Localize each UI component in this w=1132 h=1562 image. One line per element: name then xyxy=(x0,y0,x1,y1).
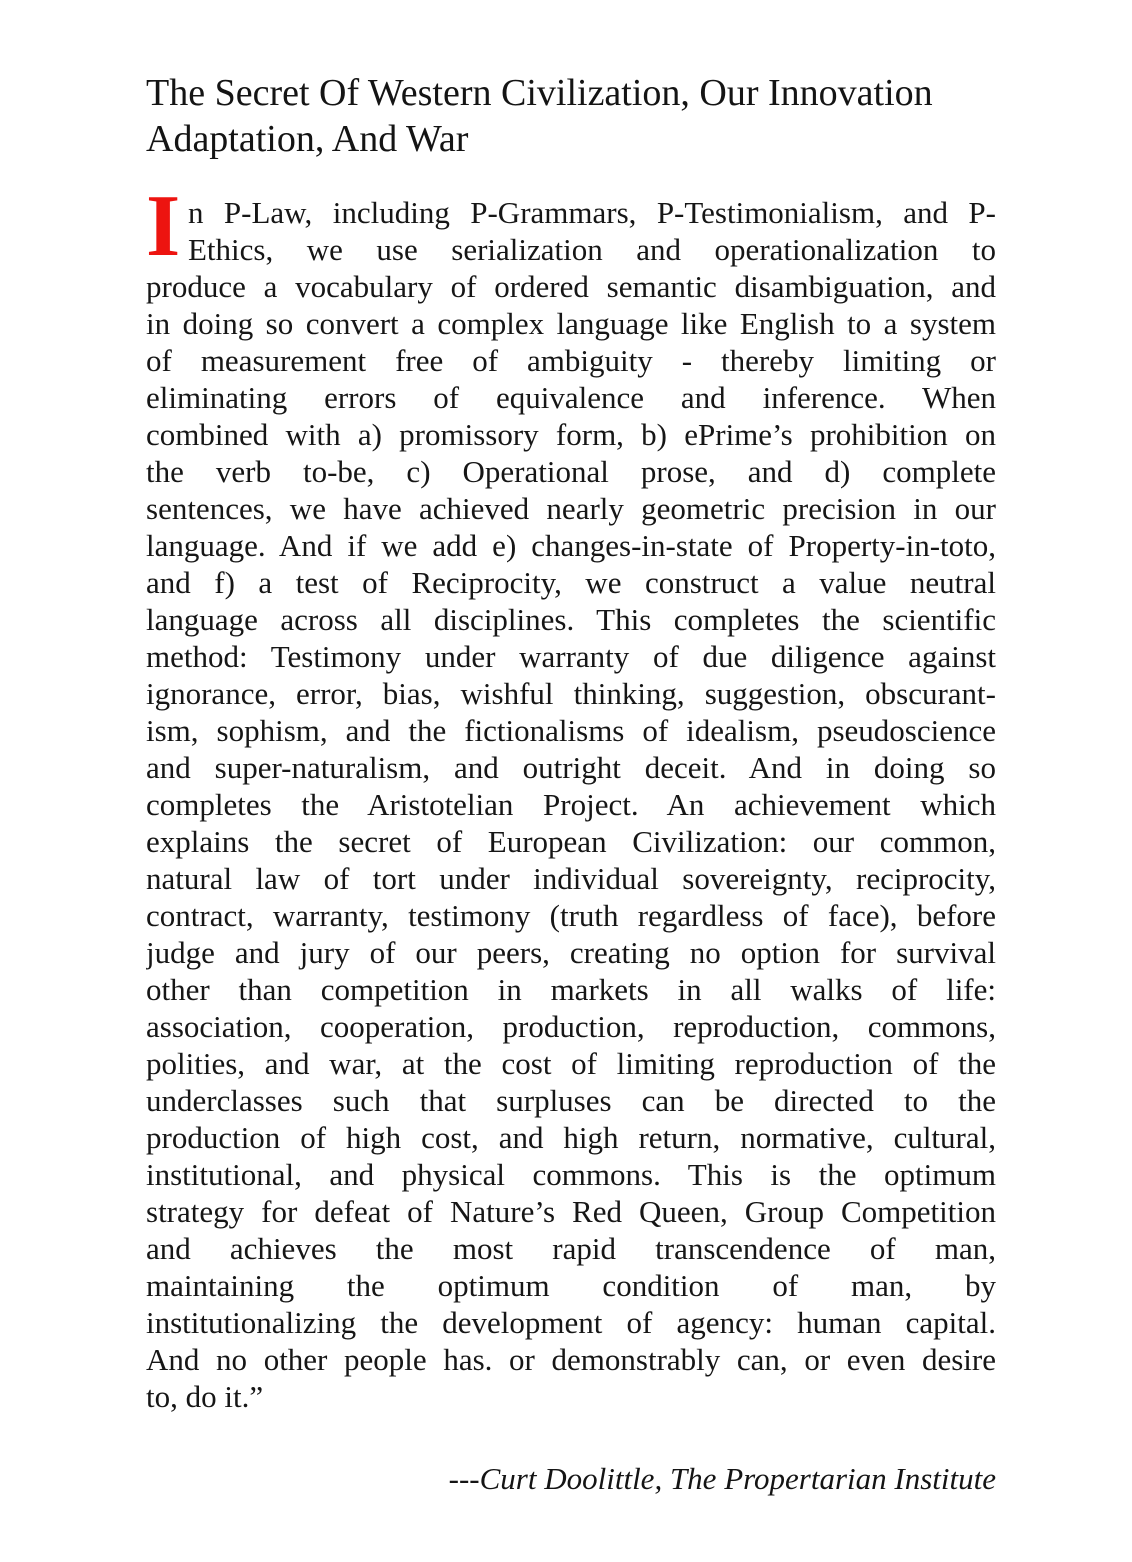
paragraph-line: other than competition in markets in all walks of life: xyxy=(146,972,996,1007)
paragraph-line: and super-naturalism, and outright deceit. And in doing so xyxy=(146,750,996,785)
body-paragraph xyxy=(146,178,996,1415)
paragraph-line: ignorance, error, bias, wishful thinking, suggestion, obscurant- xyxy=(146,676,996,711)
paragraph-line: n P-Law, including P-Grammars, P-Testimonialism, and P- xyxy=(188,195,996,230)
page-content xyxy=(146,70,996,1497)
paragraph-line: to, do it.” xyxy=(146,1379,264,1414)
paragraph-line: language across all disciplines. This completes the scientific xyxy=(146,602,996,637)
paragraph-line: Ethics, we use serialization and operationalization to xyxy=(188,232,996,267)
paragraph-line: explains the secret of European Civilization: our common, xyxy=(146,824,996,859)
paragraph-line: underclasses such that surpluses can be directed to the xyxy=(146,1083,996,1118)
paragraph-line: production of high cost, and high return, normative, cultural, xyxy=(146,1120,996,1155)
paragraph-line: produce a vocabulary of ordered semantic disambiguation, and xyxy=(146,269,996,304)
paragraph-line: institutional, and physical commons. This is the optimum xyxy=(146,1157,996,1192)
paragraph-line: strategy for defeat of Nature’s Red Queen, Group Competition xyxy=(146,1194,996,1229)
page-title-line-1: The Secret Of Western Civilization, Our Innovation xyxy=(146,72,933,114)
paragraph-line: and f) a test of Reciprocity, we construct a value neutral xyxy=(146,565,996,600)
paragraph-line: sentences, we have achieved nearly geometric precision in our xyxy=(146,491,996,526)
paragraph-line: completes the Aristotelian Project. An achievement which xyxy=(146,787,996,822)
paragraph-line: judge and jury of our peers, creating no option for survival xyxy=(146,935,996,970)
paragraph-line: of measurement free of ambiguity - thereby limiting or xyxy=(146,343,996,378)
paragraph-line: language. And if we add e) changes-in-state of Property-in-toto, xyxy=(146,528,996,563)
paragraph-line: in doing so convert a complex language like English to a system xyxy=(146,306,996,341)
paragraph-line: method: Testimony under warranty of due diligence against xyxy=(146,639,996,674)
paragraph-line: contract, warranty, testimony (truth regardless of face), before xyxy=(146,898,996,933)
paragraph-line: the verb to-be, c) Operational prose, and d) complete xyxy=(146,454,996,489)
paragraph-line: polities, and war, at the cost of limiting reproduction of the xyxy=(146,1046,996,1081)
paragraph-line: ism, sophism, and the fictionalisms of idealism, pseudoscience xyxy=(146,713,996,748)
paragraph-line: and achieves the most rapid transcendence of man, xyxy=(146,1231,996,1266)
paragraph-line: association, cooperation, production, reproduction, commons, xyxy=(146,1009,996,1044)
attribution-line: ---Curt Doolittle, The Propertarian Institute xyxy=(448,1461,996,1496)
paragraph-line: combined with a) promissory form, b) ePrime’s prohibition on xyxy=(146,417,996,452)
page-title-line-2: Adaptation, And War xyxy=(146,118,469,160)
paragraph-line: natural law of tort under individual sovereignty, reciprocity, xyxy=(146,861,996,896)
paragraph-line: eliminating errors of equivalence and inference. When xyxy=(146,380,996,415)
paragraph-line: institutionalizing the development of agency: human capital. xyxy=(146,1305,996,1340)
drop-cap: I xyxy=(146,178,181,275)
paragraph-line: maintaining the optimum condition of man, by xyxy=(146,1268,996,1303)
page-title xyxy=(146,70,996,162)
paragraph-lines xyxy=(146,194,996,1415)
paragraph-line: And no other people has. or demonstrably can, or even desire xyxy=(146,1342,996,1377)
